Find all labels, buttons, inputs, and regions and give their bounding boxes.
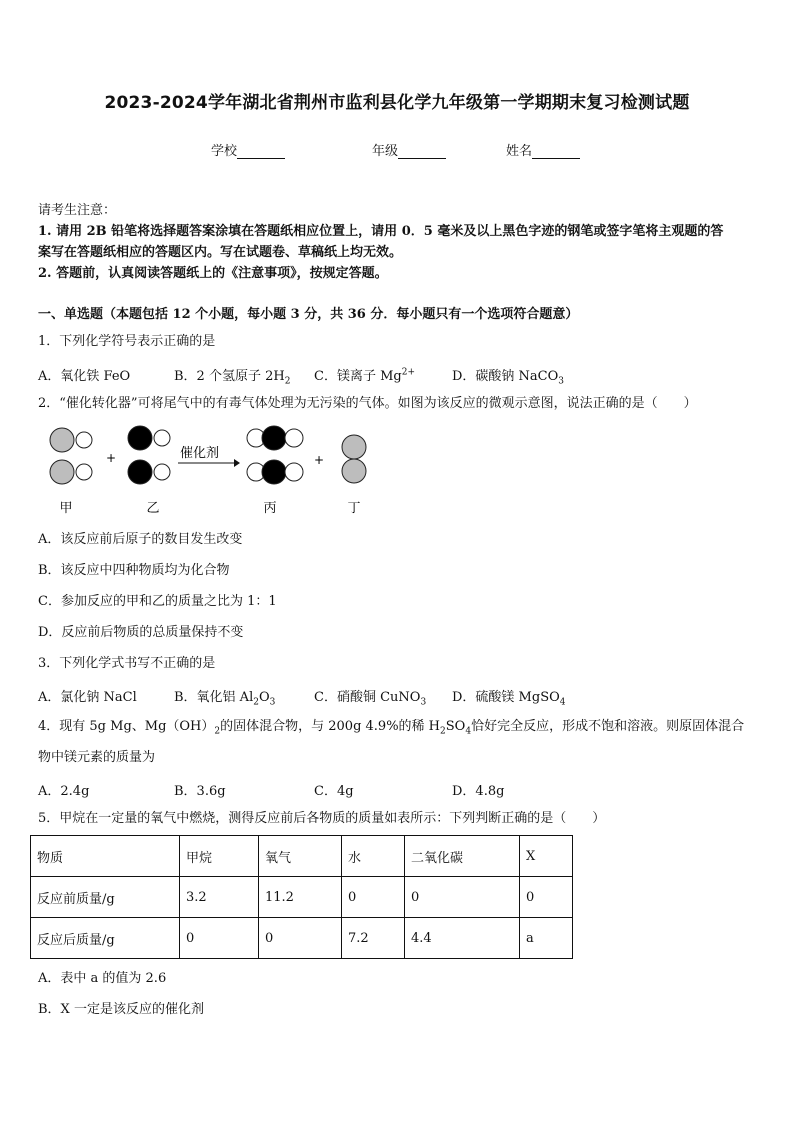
- q4-sub-3: 4: [465, 726, 472, 737]
- notice-heading: 请考生注意：: [38, 203, 117, 218]
- q3-stem: 3．下列化学式书写不正确的是: [38, 656, 216, 671]
- q5-option-a: A．表中 a 的值为 2.6: [38, 971, 167, 986]
- q3-option-d: [452, 686, 566, 708]
- q4-options: [38, 780, 738, 800]
- table-header-cell: 水: [342, 836, 405, 877]
- q1-stem: 1．下列化学符号表示正确的是: [38, 334, 216, 349]
- q1-d-text: D．碳酸钠 NaCO: [452, 369, 559, 384]
- name-label: 姓名: [506, 144, 533, 159]
- q1-options: [38, 365, 738, 385]
- table-cell: 4.4: [405, 918, 520, 959]
- grade-blank: [398, 146, 446, 159]
- q1-b-sub: 2: [284, 376, 291, 387]
- q3-c-text: C．硝酸铜 CuNO: [314, 690, 421, 705]
- table-cell: 7.2: [342, 918, 405, 959]
- table-cell: 0: [259, 918, 342, 959]
- page-title: 2023-2024学年湖北省荆州市监利县化学九年级第一学期期末复习检测试题: [104, 93, 690, 113]
- q2-option-c: C．参加反应的甲和乙的质量之比为 1：1: [38, 594, 277, 609]
- table-header-cell: 甲烷: [180, 836, 259, 877]
- q3-d-text: D．硫酸镁 MgSO: [452, 690, 560, 705]
- q4-stem-line-2: 物中镁元素的质量为: [38, 750, 156, 765]
- q1-option-c: [314, 365, 415, 384]
- q1-c-sup: 2+: [401, 367, 415, 378]
- q3-d-sub: 4: [559, 697, 566, 708]
- grade-label: 年级: [372, 144, 399, 159]
- q2-option-d: D．反应前后物质的总质量保持不变: [38, 625, 244, 640]
- table-cell: a: [520, 918, 573, 959]
- q1-d-sub: 3: [558, 376, 565, 387]
- q4-option-a: A．2.4g: [38, 784, 90, 799]
- q2-option-b: B．该反应中四种物质均为化合物: [38, 563, 230, 578]
- table-cell: 0: [180, 918, 259, 959]
- notice-item-1b: 案写在答题纸相应的答题区内。写在试题卷、草稿纸上均无效。: [38, 245, 403, 260]
- arrow-head: [234, 459, 240, 467]
- q2-option-a: A．该反应前后原子的数目发生改变: [38, 532, 243, 547]
- school-blank: [237, 146, 285, 159]
- q3-b-mid: O: [258, 690, 270, 705]
- notice-block: [38, 200, 758, 284]
- q4-text-4: 恰好完全反应，形成不饱和溶液。则原固体混合: [471, 719, 745, 734]
- q5-option-b: B．X 一定是该反应的催化剂: [38, 1002, 204, 1017]
- q4-sub-1: 2: [214, 726, 221, 737]
- molecule-bing-2: [247, 460, 303, 484]
- q4-option-b: B．3.6g: [174, 784, 226, 799]
- molecule-yi-1: [128, 426, 170, 450]
- q3-options: [38, 686, 738, 706]
- table-cell: 反应前质量/g: [31, 877, 180, 918]
- table-row: [31, 877, 573, 918]
- q3-option-b: [174, 686, 275, 708]
- q1-option-b: [174, 365, 290, 387]
- q4-text-1: 4．现有 5g Mg、Mg（OH）: [38, 719, 215, 734]
- q3-b-sub1: 2: [253, 697, 259, 708]
- q1-option-d: [452, 365, 564, 387]
- name-field: [506, 140, 580, 159]
- section-heading: 一、单选题（本题包括 12 个小题，每小题 3 分，共 36 分．每小题只有一个选项符合题意）: [38, 307, 579, 322]
- notice-item-2: 2. 答题前，认真阅读答题纸上的《注意事项》，按规定答题。: [38, 266, 388, 281]
- grade-field: [372, 140, 446, 159]
- q4-text-2: 的固体混合物，与 200g 4.9%的稀 H: [220, 719, 441, 734]
- q1-option-a: A．氧化铁 FeO: [38, 369, 131, 384]
- table-header-cell: 物质: [31, 836, 180, 877]
- molecule-ding: [342, 435, 366, 483]
- molecule-jia-2: [50, 460, 92, 484]
- table-header-row: [31, 836, 573, 877]
- table-cell: 0: [342, 877, 405, 918]
- q4-sub-2: 2: [440, 726, 446, 737]
- q3-option-c: [314, 686, 426, 708]
- q1-b-text: B．2 个氢原子 2H: [174, 369, 285, 384]
- school-field: [211, 140, 285, 159]
- molecule-jia-1: [50, 428, 92, 452]
- label-yi: 乙: [146, 501, 160, 516]
- table-header-cell: 二氧化碳: [405, 836, 520, 877]
- molecule-yi-2: [128, 460, 170, 484]
- plus-sign-2: +: [314, 453, 325, 467]
- q3-c-sub: 3: [420, 697, 427, 708]
- catalyst-label: 催化剂: [180, 446, 220, 461]
- table-cell: 0: [405, 877, 520, 918]
- q3-option-a: A．氯化钠 NaCl: [38, 690, 137, 705]
- q4-stem-line-1: [38, 716, 766, 743]
- q1-c-text: C．镁离子 Mg: [314, 369, 402, 384]
- school-label: 学校: [211, 144, 238, 159]
- table-row: [31, 918, 573, 959]
- reaction-diagram: [40, 420, 380, 520]
- notice-item-1a: 1. 请用 2B 铅笔将选择题答案涂填在答题纸相应位置上，请用 0．5 毫米及以上黑色字迹的钢笔或签字笔将主观题的答: [38, 224, 724, 239]
- q2-stem: 2．“催化转化器”可将尾气中的有毒气体处理为无污染的气体。如图为该反应的微观示意图，说法正确的是（ ）: [38, 396, 697, 411]
- q3-b-text: B．氧化铝 Al: [174, 690, 254, 705]
- table-cell: 0: [520, 877, 573, 918]
- q4-text-3: SO: [445, 719, 466, 734]
- table-header-cell: X: [520, 836, 573, 877]
- label-ding: 丁: [347, 501, 361, 516]
- q4-option-c: C．4g: [314, 784, 354, 799]
- label-jia: 甲: [59, 501, 73, 516]
- q3-b-sub2: 3: [269, 697, 276, 708]
- table-header-cell: 氧气: [259, 836, 342, 877]
- q4-option-d: D．4.8g: [452, 784, 505, 799]
- q5-table: [30, 835, 573, 959]
- table-cell: 反应后质量/g: [31, 918, 180, 959]
- q5-stem: 5．甲烷在一定量的氧气中燃烧，测得反应前后各物质的质量如表所示：下列判断正确的是（ ）: [38, 811, 606, 826]
- name-blank: [532, 146, 580, 159]
- table-cell: 11.2: [259, 877, 342, 918]
- table-cell: 3.2: [180, 877, 259, 918]
- label-bing: 丙: [263, 501, 277, 516]
- plus-sign-1: +: [106, 451, 117, 465]
- molecule-bing-1: [247, 426, 303, 450]
